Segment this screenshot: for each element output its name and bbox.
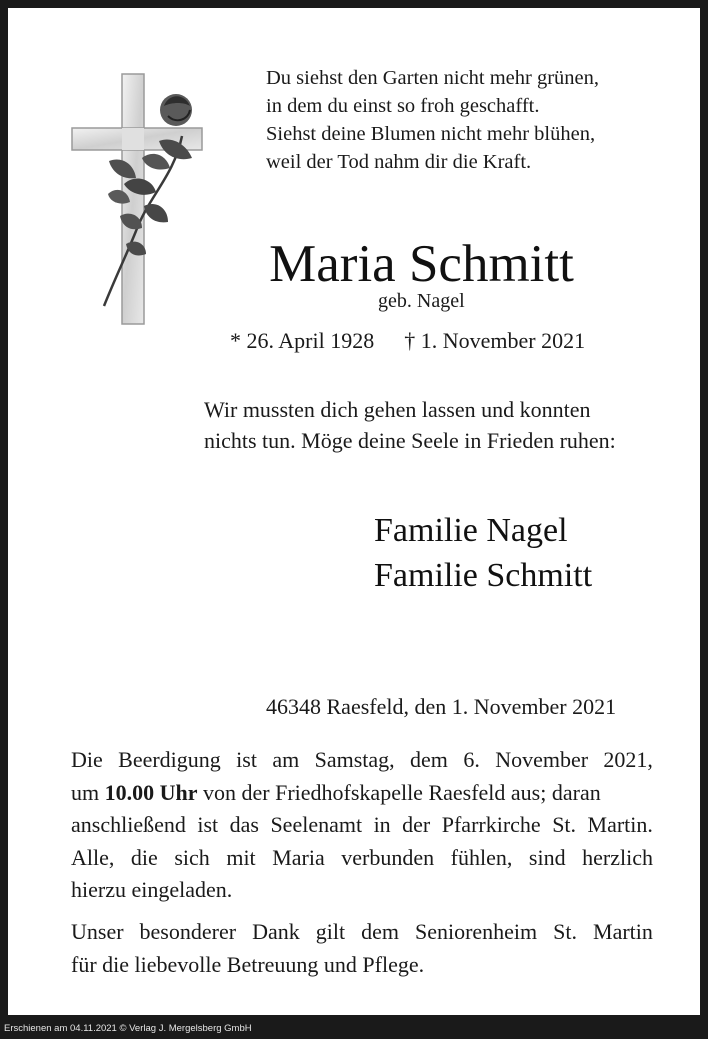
word: sich (174, 844, 210, 870)
maiden-name: geb. Nagel (378, 290, 465, 312)
word: Dank (252, 919, 300, 944)
poem-line: Siehst deine Blumen nicht mehr blühen, (266, 123, 596, 145)
poem-line: weil der Tod nahm dir die Kraft. (266, 151, 532, 173)
word: 2021, (603, 747, 653, 772)
deceased-name: Maria Schmitt (269, 235, 574, 293)
word: sind (528, 844, 566, 870)
word: Martin (593, 919, 653, 944)
word: verbunden (341, 844, 435, 870)
mourners (374, 508, 592, 598)
word: Beerdigung (118, 747, 221, 772)
word: 6. (463, 747, 480, 772)
word: Die (71, 747, 103, 772)
funeral-line (71, 842, 653, 875)
funeral-text: um (71, 779, 105, 805)
funeral-line (71, 744, 653, 777)
word: Martin. (587, 812, 653, 837)
thanks-text: für die liebevolle Betreuung und Pflege. (71, 951, 425, 977)
quote-line: nichts tun. Möge deine Seele in Frieden ruhen: (204, 428, 616, 453)
funeral-text: hierzu eingeladen. (71, 877, 233, 902)
funeral-line (71, 874, 653, 907)
word: Seniorenheim (414, 919, 538, 944)
word: November (495, 747, 589, 772)
birth-date: * 26. April 1928 (230, 328, 375, 353)
word: Unser (71, 919, 124, 944)
funeral-line (71, 777, 653, 810)
word: dem (361, 919, 399, 944)
place-and-date: 46348 Raesfeld, den 1. November 2021 (266, 694, 617, 719)
death-date: † 1. November 2021 (404, 328, 586, 353)
life-dates (230, 328, 585, 354)
thanks-line (71, 949, 653, 982)
poem-line: in dem du einst so froh geschafft. (266, 95, 540, 117)
word: ist (197, 812, 219, 837)
funeral-time: 10.00 Uhr (104, 779, 198, 805)
word: Pfarrkirche (441, 812, 541, 837)
word: St. (553, 919, 578, 944)
word: Maria (272, 844, 325, 870)
word: anschließend (71, 812, 186, 837)
funeral-details (71, 744, 653, 907)
word: in (373, 812, 391, 837)
farewell-quote (204, 394, 616, 456)
word: fühlen, (450, 844, 513, 870)
mourner-family: Familie Schmitt (374, 557, 593, 594)
publication-footer: Erschienen am 04.11.2021 © Verlag J. Mergelsberg GmbH (4, 1023, 252, 1034)
mourner-family: Familie Nagel (374, 512, 568, 549)
word: am (272, 747, 300, 772)
word: ist (236, 747, 257, 772)
word: gilt (315, 919, 346, 944)
word: St. (552, 812, 577, 837)
word: der (402, 812, 431, 837)
acknowledgement (71, 916, 653, 981)
funeral-line (71, 809, 653, 842)
word: herzlich (582, 844, 653, 870)
quote-line: Wir mussten dich gehen lassen und konnten (204, 397, 591, 422)
word: Alle, (71, 844, 115, 870)
word: Seelenamt (270, 812, 363, 837)
word: das (229, 812, 259, 837)
funeral-text: von der Friedhofskapelle Raesfeld aus; daran (197, 779, 601, 805)
poem (266, 64, 599, 176)
word: die (130, 844, 158, 870)
word: dem (410, 747, 448, 772)
thanks-line (71, 916, 653, 949)
word: Samstag, (314, 747, 395, 772)
obituary-notice (8, 8, 700, 1015)
word: besonderer (139, 919, 237, 944)
poem-line: Du siehst den Garten nicht mehr grünen, (266, 67, 600, 89)
word: mit (226, 844, 256, 870)
